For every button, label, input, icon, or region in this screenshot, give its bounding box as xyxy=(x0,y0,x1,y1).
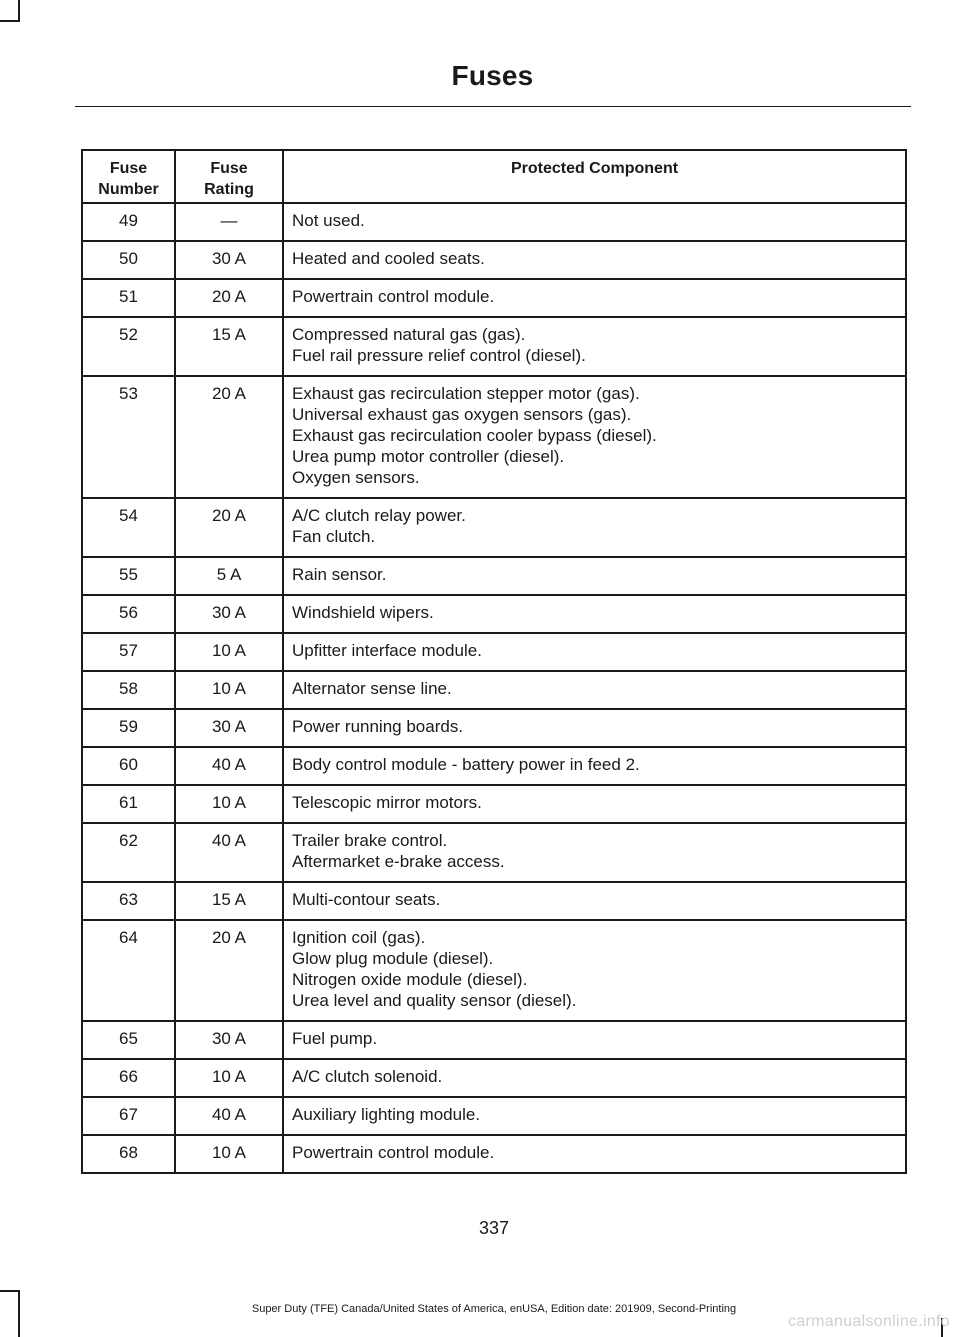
protected-component-line: Fuel rail pressure relief control (diesel). xyxy=(292,346,586,365)
protected-component-line: Compressed natural gas (gas). xyxy=(292,325,526,344)
crop-mark-bottom-left-horizontal xyxy=(0,1290,20,1292)
protected-component-line: Heated and cooled seats. xyxy=(292,249,485,268)
protected-component-cell xyxy=(283,882,906,920)
fuse-number-cell: 57 xyxy=(82,633,175,671)
header-fuse-rating-line-2: Rating xyxy=(204,181,254,198)
protected-component-line: Not used. xyxy=(292,211,365,230)
protected-component-cell xyxy=(283,920,906,1021)
fuse-rating-cell: 20 A xyxy=(175,920,283,1021)
protected-component-line: Urea level and quality sensor (diesel). xyxy=(292,991,577,1010)
fuse-number-cell: 68 xyxy=(82,1135,175,1173)
header-fuse-rating xyxy=(175,150,283,203)
protected-component-line: Body control module - battery power in feed 2. xyxy=(292,755,640,774)
table-row xyxy=(82,557,906,595)
protected-component-line: Exhaust gas recirculation cooler bypass (diesel). xyxy=(292,426,657,445)
fuse-number-cell: 67 xyxy=(82,1097,175,1135)
fuse-rows xyxy=(82,203,906,1173)
protected-component-line: Fuel pump. xyxy=(292,1029,378,1048)
fuse-number-cell: 63 xyxy=(82,882,175,920)
fuse-number-cell: 61 xyxy=(82,785,175,823)
table-row xyxy=(82,1097,906,1135)
fuse-rating-cell: 10 A xyxy=(175,671,283,709)
header-fuse-number-line-1: Fuse xyxy=(109,160,148,177)
table-row xyxy=(82,376,906,498)
crop-mark-top-left-horizontal xyxy=(0,20,20,22)
table-row xyxy=(82,920,906,1021)
page-title: Fuses xyxy=(451,60,534,91)
title-divider xyxy=(75,106,911,107)
protected-component-cell xyxy=(283,1059,906,1097)
protected-component-line: Nitrogen oxide module (diesel). xyxy=(292,970,528,989)
table-row xyxy=(82,241,906,279)
fuse-number-cell: 50 xyxy=(82,241,175,279)
protected-component-line: Powertrain control module. xyxy=(292,1143,495,1162)
fuse-rating-cell: 10 A xyxy=(175,1059,283,1097)
protected-component-line: Ignition coil (gas). xyxy=(292,928,426,947)
protected-component-line: Powertrain control module. xyxy=(292,287,495,306)
protected-component-line: A/C clutch relay power. xyxy=(292,506,466,525)
fuse-rating-cell: 30 A xyxy=(175,595,283,633)
protected-component-line: Upfitter interface module. xyxy=(292,641,482,660)
protected-component-cell xyxy=(283,498,906,557)
protected-component-line: A/C clutch solenoid. xyxy=(292,1067,443,1086)
table-row xyxy=(82,498,906,557)
protected-component-cell xyxy=(283,823,906,882)
table-row xyxy=(82,747,906,785)
protected-component-cell xyxy=(283,785,906,823)
protected-component-line: Aftermarket e-brake access. xyxy=(292,852,505,871)
fuse-rating-cell: 20 A xyxy=(175,376,283,498)
protected-component-line: Universal exhaust gas oxygen sensors (gas). xyxy=(292,405,632,424)
protected-component-line: Fan clutch. xyxy=(292,527,376,546)
fuse-rating-cell: 40 A xyxy=(175,1097,283,1135)
table-row xyxy=(82,633,906,671)
protected-component-line: Exhaust gas recirculation stepper motor (gas). xyxy=(292,384,640,403)
fuse-rating-cell: 10 A xyxy=(175,785,283,823)
fuse-number-cell: 66 xyxy=(82,1059,175,1097)
table-row xyxy=(82,1135,906,1173)
fuse-number-cell: 52 xyxy=(82,317,175,376)
fuse-number-cell: 55 xyxy=(82,557,175,595)
fuse-rating-cell: 5 A xyxy=(175,557,283,595)
fuse-number-cell: 58 xyxy=(82,671,175,709)
fuse-rating-cell: 30 A xyxy=(175,709,283,747)
protected-component-cell xyxy=(283,671,906,709)
fuse-number-cell: 56 xyxy=(82,595,175,633)
fuse-rating-cell: 30 A xyxy=(175,1021,283,1059)
protected-component-cell xyxy=(283,279,906,317)
fuse-number-cell: 49 xyxy=(82,203,175,241)
fuse-rating-cell: — xyxy=(175,203,283,241)
fuse-number-cell: 62 xyxy=(82,823,175,882)
protected-component-cell xyxy=(283,241,906,279)
protected-component-cell xyxy=(283,595,906,633)
fuse-number-cell: 59 xyxy=(82,709,175,747)
page-number: 337 xyxy=(478,1218,510,1238)
protected-component-cell xyxy=(283,203,906,241)
protected-component-cell xyxy=(283,376,906,498)
header-fuse-number xyxy=(82,150,175,203)
protected-component-line: Auxiliary lighting module. xyxy=(292,1105,481,1124)
header-protected-component: Protected Component xyxy=(283,150,906,203)
fuse-rating-cell: 20 A xyxy=(175,279,283,317)
fuse-number-cell: 60 xyxy=(82,747,175,785)
protected-component-line: Trailer brake control. xyxy=(292,831,448,850)
header-fuse-rating-line-1: Fuse xyxy=(210,160,248,177)
protected-component-line: Urea pump motor controller (diesel). xyxy=(292,447,565,466)
table-row xyxy=(82,671,906,709)
protected-component-line: Glow plug module (diesel). xyxy=(292,949,494,968)
fuse-rating-cell: 15 A xyxy=(175,317,283,376)
protected-component-cell xyxy=(283,1135,906,1173)
protected-component-cell xyxy=(283,557,906,595)
protected-component-cell xyxy=(283,1021,906,1059)
fuse-rating-cell: 30 A xyxy=(175,241,283,279)
table-row xyxy=(82,709,906,747)
protected-component-cell xyxy=(283,317,906,376)
footer-text: Super Duty (TFE) Canada/United States of America, enUSA, Edition date: 201909, Second-Printing xyxy=(251,1303,737,1315)
fuse-rating-cell: 40 A xyxy=(175,747,283,785)
protected-component-cell xyxy=(283,709,906,747)
table-row xyxy=(82,882,906,920)
fuse-number-cell: 65 xyxy=(82,1021,175,1059)
protected-component-cell xyxy=(283,633,906,671)
table-row xyxy=(82,785,906,823)
table-row xyxy=(82,823,906,882)
table-row xyxy=(82,1021,906,1059)
fuse-rating-cell: 40 A xyxy=(175,823,283,882)
fuse-table xyxy=(81,149,907,1174)
table-header-row xyxy=(82,150,906,203)
fuse-number-cell: 64 xyxy=(82,920,175,1021)
protected-component-line: Windshield wipers. xyxy=(292,603,434,622)
protected-component-cell xyxy=(283,747,906,785)
watermark: carmanualsonline.info xyxy=(788,1313,950,1330)
header-fuse-number-line-2: Number xyxy=(98,181,159,198)
table-row xyxy=(82,1059,906,1097)
fuse-number-cell: 51 xyxy=(82,279,175,317)
table-row xyxy=(82,317,906,376)
fuse-rating-cell: 10 A xyxy=(175,633,283,671)
protected-component-line: Oxygen sensors. xyxy=(292,468,420,487)
fuse-rating-cell: 15 A xyxy=(175,882,283,920)
table-row xyxy=(82,595,906,633)
protected-component-line: Rain sensor. xyxy=(292,565,387,584)
protected-component-line: Multi-contour seats. xyxy=(292,890,441,909)
table-row xyxy=(82,279,906,317)
protected-component-line: Telescopic mirror motors. xyxy=(292,793,482,812)
fuse-number-cell: 53 xyxy=(82,376,175,498)
fuse-rating-cell: 10 A xyxy=(175,1135,283,1173)
fuse-rating-cell: 20 A xyxy=(175,498,283,557)
fuse-number-cell: 54 xyxy=(82,498,175,557)
protected-component-line: Alternator sense line. xyxy=(292,679,452,698)
crop-mark-top-left xyxy=(18,0,20,22)
protected-component-line: Power running boards. xyxy=(292,717,464,736)
table-row xyxy=(82,203,906,241)
protected-component-cell xyxy=(283,1097,906,1135)
